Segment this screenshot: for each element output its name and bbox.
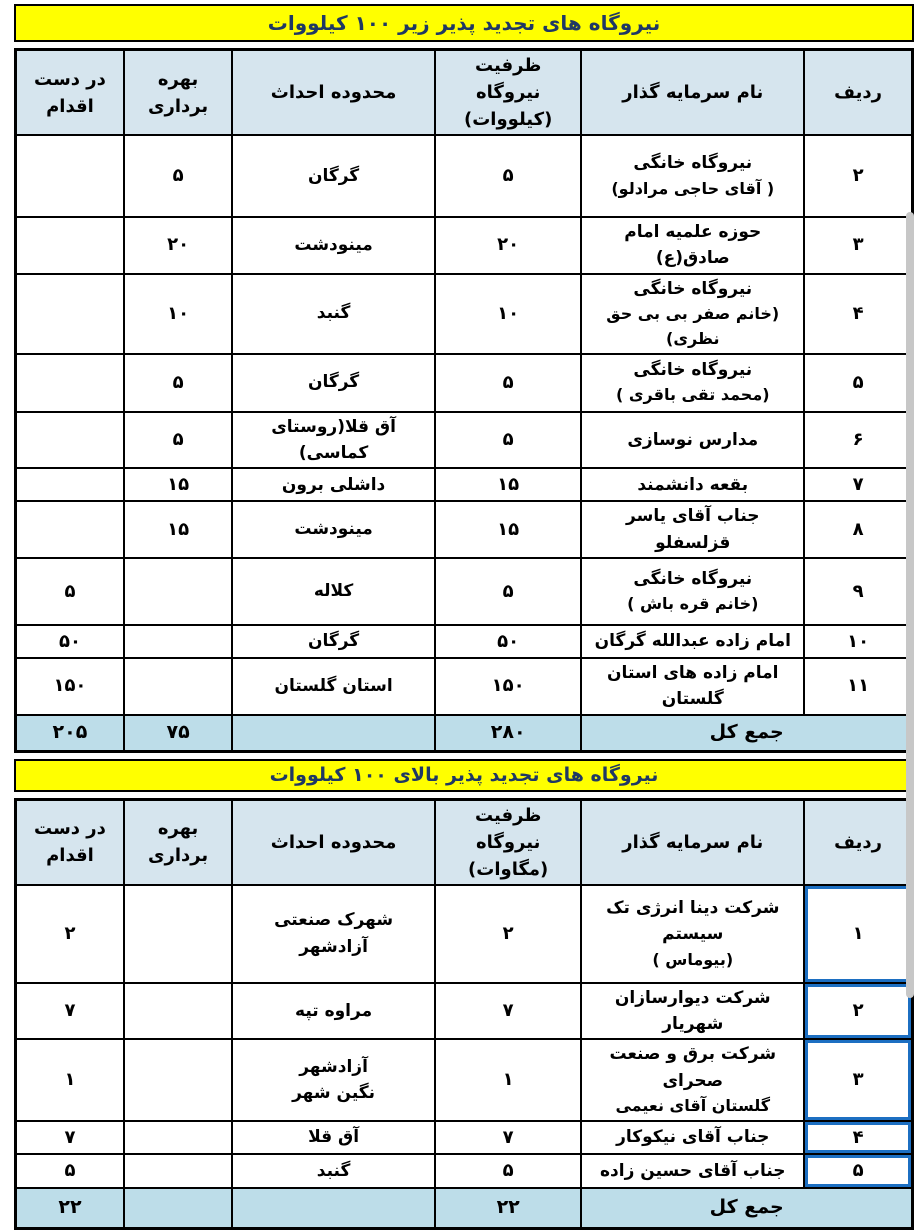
col-header-investor: نام سرمایه گذار bbox=[581, 799, 804, 885]
cell-radif: ۷ bbox=[804, 468, 912, 501]
cell-investor: جناب آقای حسین زاده bbox=[581, 1154, 804, 1188]
cell-radif: ۱۰ bbox=[804, 625, 912, 658]
vertical-scrollbar-thumb[interactable] bbox=[906, 212, 914, 998]
cell-investor: جناب آقای نیکوکار bbox=[581, 1121, 804, 1154]
cell-capacity: ۵ bbox=[435, 135, 581, 217]
total-in-progress: ۲۰۵ bbox=[16, 715, 124, 752]
cell-operation bbox=[124, 983, 232, 1040]
cell-investor: شرکت دیوارسازان شهریار bbox=[581, 983, 804, 1040]
investor-line2: ( آقای حاجی مرادلو) bbox=[611, 178, 775, 198]
cell-investor bbox=[581, 558, 804, 625]
table-row bbox=[16, 274, 913, 354]
cell-capacity: ۷ bbox=[435, 1121, 581, 1154]
cell-operation bbox=[124, 1121, 232, 1154]
cell-radif-selected: ۵ bbox=[804, 1154, 912, 1188]
in-progress-header-line1: در دست bbox=[34, 68, 106, 90]
cell-operation bbox=[124, 625, 232, 658]
investor-line1: نیروگاه خانگی bbox=[633, 568, 753, 589]
cell-in-progress bbox=[16, 468, 124, 501]
cell-investor bbox=[581, 135, 804, 217]
cell-capacity: ۱۵ bbox=[435, 501, 581, 558]
cell-area bbox=[232, 1039, 435, 1120]
table1-header-row bbox=[16, 50, 913, 136]
col-header-in-progress bbox=[16, 799, 124, 885]
col-header-in-progress bbox=[16, 50, 124, 136]
cell-investor bbox=[581, 885, 804, 983]
cell-operation: ۵ bbox=[124, 412, 232, 469]
cell-area: کلاله bbox=[232, 558, 435, 625]
cell-in-progress: ۱۵۰ bbox=[16, 658, 124, 715]
cell-capacity: ۱ bbox=[435, 1039, 581, 1120]
cell-in-progress bbox=[16, 217, 124, 274]
table-row bbox=[16, 501, 913, 558]
total-capacity: ۲۲ bbox=[435, 1188, 581, 1229]
table-row bbox=[16, 658, 913, 715]
capacity-header-line1: ظرفیت نیروگاه bbox=[474, 55, 542, 103]
cell-radif: ۸ bbox=[804, 501, 912, 558]
table2-title-band: نیروگاه های تجدید پذیر بالای ۱۰۰ کیلووات bbox=[14, 759, 914, 792]
cell-in-progress: ۷ bbox=[16, 1121, 124, 1154]
cell-investor: جناب آقای یاسر قزلسفلو bbox=[581, 501, 804, 558]
cell-investor: حوزه علمیه امام صادق(ع) bbox=[581, 217, 804, 274]
cell-operation bbox=[124, 658, 232, 715]
cell-investor bbox=[581, 1039, 804, 1120]
cell-area: داشلی برون bbox=[232, 468, 435, 501]
table-row bbox=[16, 558, 913, 625]
cell-investor bbox=[581, 354, 804, 412]
total-in-progress: ۲۲ bbox=[16, 1188, 124, 1229]
cell-area: مراوه تپه bbox=[232, 983, 435, 1040]
investor-line2: (بیوماس ) bbox=[652, 949, 734, 969]
cell-operation: ۱۵ bbox=[124, 468, 232, 501]
cell-in-progress bbox=[16, 412, 124, 469]
cell-operation bbox=[124, 885, 232, 983]
cell-in-progress bbox=[16, 354, 124, 412]
cell-in-progress bbox=[16, 501, 124, 558]
total-operation bbox=[124, 1188, 232, 1229]
investor-line2: گلستان آقای نعیمی bbox=[615, 1096, 771, 1116]
total-operation: ۷۵ bbox=[124, 715, 232, 752]
table-row bbox=[16, 983, 913, 1040]
table-row bbox=[16, 354, 913, 412]
cell-in-progress: ۱ bbox=[16, 1039, 124, 1120]
col-header-area: محدوده احداث bbox=[232, 799, 435, 885]
in-progress-header-line2: اقدام bbox=[46, 845, 94, 867]
table-row bbox=[16, 1154, 913, 1188]
table2-total-row bbox=[16, 1188, 913, 1229]
table-row bbox=[16, 1039, 913, 1120]
investor-line2: (خانم صفر بی بی حق نظری) bbox=[606, 304, 780, 348]
cell-area: مینودشت bbox=[232, 217, 435, 274]
investor-line2: (محمد تقی باقری ) bbox=[615, 385, 770, 405]
cell-area: گرگان bbox=[232, 135, 435, 217]
table-row bbox=[16, 625, 913, 658]
cell-in-progress: ۵۰ bbox=[16, 625, 124, 658]
cell-capacity: ۵ bbox=[435, 558, 581, 625]
cell-radif-selected: ۴ bbox=[804, 1121, 912, 1154]
cell-capacity: ۵ bbox=[435, 412, 581, 469]
cell-radif: ۶ bbox=[804, 412, 912, 469]
total-area bbox=[232, 715, 435, 752]
total-label-cell: جمع کل bbox=[581, 715, 912, 752]
cell-capacity: ۷ bbox=[435, 983, 581, 1040]
cell-operation bbox=[124, 1154, 232, 1188]
cell-operation: ۲۰ bbox=[124, 217, 232, 274]
cell-in-progress: ۵ bbox=[16, 558, 124, 625]
cell-radif-selected: ۲ bbox=[804, 983, 912, 1040]
cell-in-progress: ۵ bbox=[16, 1154, 124, 1188]
investor-line2: (خانم قره باش ) bbox=[627, 594, 759, 614]
cell-area: گرگان bbox=[232, 625, 435, 658]
table1-total-row bbox=[16, 715, 913, 752]
cell-in-progress bbox=[16, 274, 124, 354]
col-header-operation: بهره برداری bbox=[124, 799, 232, 885]
area-line1: آزادشهر bbox=[299, 1056, 368, 1077]
investor-line1: نیروگاه خانگی bbox=[633, 153, 753, 174]
in-progress-header-line1: در دست bbox=[34, 818, 106, 840]
table1-title-band: نیروگاه های تجدید پذیر زیر ۱۰۰ کیلووات bbox=[14, 4, 914, 42]
area-line2: نگین شهر bbox=[292, 1083, 376, 1104]
cell-capacity: ۵ bbox=[435, 1154, 581, 1188]
total-capacity: ۲۸۰ bbox=[435, 715, 581, 752]
cell-capacity: ۲ bbox=[435, 885, 581, 983]
cell-operation: ۱۵ bbox=[124, 501, 232, 558]
cell-radif: ۳ bbox=[804, 217, 912, 274]
cell-radif: ۹ bbox=[804, 558, 912, 625]
cell-in-progress: ۷ bbox=[16, 983, 124, 1040]
in-progress-header-line2: اقدام bbox=[46, 95, 94, 117]
table-row bbox=[16, 135, 913, 217]
col-header-capacity bbox=[435, 799, 581, 885]
investor-line1: شرکت برق و صنعت صحرای bbox=[609, 1044, 777, 1091]
col-header-area: محدوده احداث bbox=[232, 50, 435, 136]
cell-radif-selected: ۳ bbox=[804, 1039, 912, 1120]
cell-investor: امام زاده های استان گلستان bbox=[581, 658, 804, 715]
cell-radif: ۵ bbox=[804, 354, 912, 412]
cell-in-progress bbox=[16, 135, 124, 217]
table-row bbox=[16, 1121, 913, 1154]
capacity-header-line2: (کیلووات) bbox=[463, 109, 553, 130]
cell-capacity: ۱۵۰ bbox=[435, 658, 581, 715]
cell-capacity: ۱۵ bbox=[435, 468, 581, 501]
table-row bbox=[16, 217, 913, 274]
cell-operation: ۱۰ bbox=[124, 274, 232, 354]
cell-area: گنبد bbox=[232, 274, 435, 354]
col-header-radif: ردیف bbox=[804, 799, 912, 885]
table2-header-row bbox=[16, 799, 913, 885]
total-label-cell: جمع کل bbox=[581, 1188, 912, 1229]
cell-investor: مدارس نوسازی bbox=[581, 412, 804, 469]
cell-investor: بقعه دانشمند bbox=[581, 468, 804, 501]
cell-operation: ۵ bbox=[124, 354, 232, 412]
cell-investor: امام زاده عبدالله گرگان bbox=[581, 625, 804, 658]
investor-line1: شرکت دینا انرژی تک سیستم bbox=[606, 898, 780, 945]
table-row bbox=[16, 412, 913, 469]
cell-radif: ۲ bbox=[804, 135, 912, 217]
col-header-capacity bbox=[435, 50, 581, 136]
cell-capacity: ۱۰ bbox=[435, 274, 581, 354]
table-row bbox=[16, 468, 913, 501]
cell-area: آق قلا(روستای کماسی) bbox=[232, 412, 435, 469]
cell-area: استان گلستان bbox=[232, 658, 435, 715]
investor-line1: نیروگاه خانگی bbox=[633, 360, 753, 381]
capacity-header-line1: ظرفیت نیروگاه bbox=[474, 804, 542, 853]
table-row bbox=[16, 885, 913, 983]
cell-area: گنبد bbox=[232, 1154, 435, 1188]
col-header-operation: بهره برداری bbox=[124, 50, 232, 136]
cell-area: مینودشت bbox=[232, 501, 435, 558]
col-header-investor: نام سرمایه گذار bbox=[581, 50, 804, 136]
cell-in-progress: ۲ bbox=[16, 885, 124, 983]
cell-operation bbox=[124, 558, 232, 625]
cell-area: شهرک صنعتی آزادشهر bbox=[232, 885, 435, 983]
cell-radif: ۴ bbox=[804, 274, 912, 354]
capacity-header-line2: (مگاوات) bbox=[468, 858, 549, 880]
investor-line1: نیروگاه خانگی bbox=[633, 278, 753, 299]
cell-operation: ۵ bbox=[124, 135, 232, 217]
cell-area: گرگان bbox=[232, 354, 435, 412]
cell-radif-selected: ۱ bbox=[804, 885, 912, 983]
table1-renewables-under-100kw bbox=[14, 48, 914, 753]
table2-renewables-over-100kw bbox=[14, 798, 914, 1230]
total-area bbox=[232, 1188, 435, 1229]
cell-capacity: ۵۰ bbox=[435, 625, 581, 658]
col-header-radif: ردیف bbox=[804, 50, 912, 136]
cell-investor bbox=[581, 274, 804, 354]
cell-operation bbox=[124, 1039, 232, 1120]
cell-capacity: ۲۰ bbox=[435, 217, 581, 274]
cell-area: آق قلا bbox=[232, 1121, 435, 1154]
cell-capacity: ۵ bbox=[435, 354, 581, 412]
cell-radif: ۱۱ bbox=[804, 658, 912, 715]
